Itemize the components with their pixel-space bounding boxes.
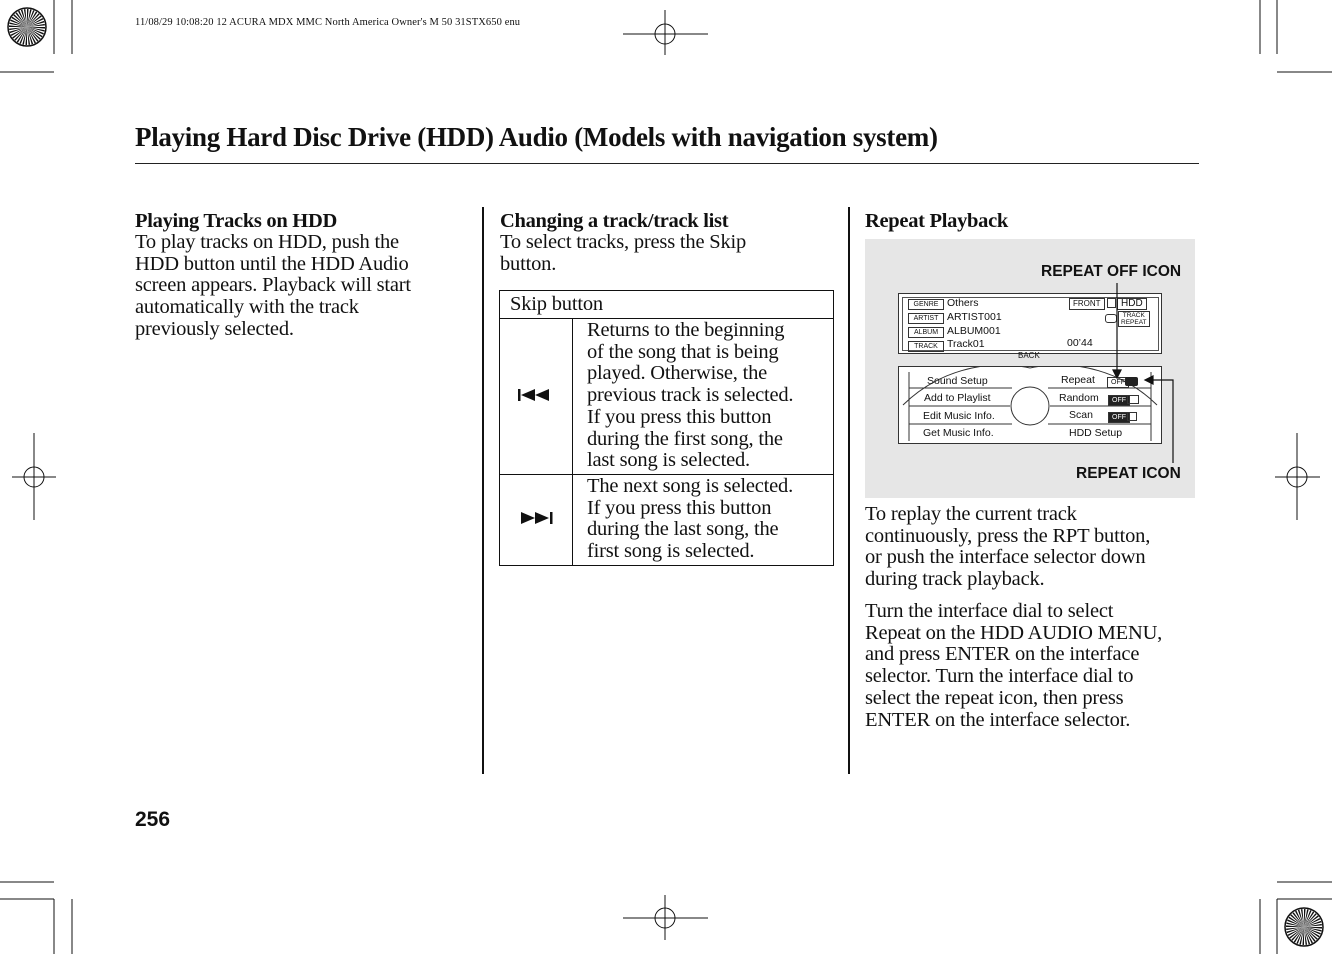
text-line: screen appears. Playback will start [135, 274, 411, 297]
page-number: 256 [135, 808, 171, 831]
track-repeat-line: REPEAT [1121, 319, 1147, 326]
text-line: and press ENTER on the interface [865, 643, 1140, 666]
album-value: ALBUM001 [947, 325, 1001, 337]
hdd-screen-figure [865, 239, 1195, 498]
scan-off-badge: OFF [1108, 412, 1130, 423]
text-line: HDD button until the HDD Audio [135, 252, 409, 275]
random-off-badge: OFF [1108, 395, 1130, 406]
table-cell [573, 319, 834, 475]
skip-back-icon [500, 319, 573, 475]
repeat-off-badge: OFF [1107, 377, 1129, 388]
text-line: button. [500, 252, 557, 275]
table-cell [573, 475, 834, 566]
title-rule [135, 163, 1199, 164]
menu-item-edit-music-info[interactable]: Edit Music Info. [923, 410, 995, 422]
text-line: Returns to the beginning [587, 319, 785, 341]
menu-item-repeat[interactable]: Repeat [1061, 374, 1095, 386]
text-line: Turn the interface dial to select [865, 600, 1114, 622]
section-heading: Repeat Playback [865, 210, 1008, 232]
section-text [135, 232, 465, 341]
track-tag: TRACK [908, 341, 944, 352]
table-row [500, 475, 834, 566]
table-header: Skip button [500, 291, 834, 319]
front-badge: FRONT [1069, 298, 1105, 310]
text-line: To select tracks, press the Skip [500, 231, 747, 253]
artist-tag: ARTIST [908, 313, 944, 324]
menu-item-scan[interactable]: Scan [1069, 409, 1093, 421]
text-line: during the last song, the [587, 518, 779, 541]
column-divider-1 [482, 207, 484, 774]
track-repeat-line: TRACK [1122, 312, 1145, 319]
repeat-para-2 [865, 601, 1205, 731]
text-line: or push the interface selector down [865, 546, 1146, 569]
menu-item-sound-setup[interactable]: Sound Setup [927, 375, 988, 387]
section-heading: Changing a track/track list [500, 210, 729, 232]
text-line: automatically with the track [135, 296, 359, 319]
track-value: Track01 [947, 338, 985, 350]
text-line: To play tracks on HDD, push the [135, 231, 399, 253]
repeat-off-callout: REPEAT OFF ICON [1041, 263, 1182, 280]
text-line: To replay the current track [865, 503, 1077, 525]
text-line: If you press this button [587, 496, 772, 519]
section-playing-tracks [135, 210, 465, 341]
text-line: during track playback. [865, 568, 1045, 591]
text-line: select the repeat icon, then press [865, 686, 1124, 709]
text-line: selector. Turn the interface dial to [865, 665, 1134, 688]
print-header-meta: 11/08/29 10:08:20 12 ACURA MDX MMC North America Owner's M 50 31STX650 enu [135, 17, 521, 28]
skip-forward-icon [500, 475, 573, 566]
section-heading: Playing Tracks on HDD [135, 210, 337, 232]
text-line: If you press this button [587, 405, 772, 428]
hdd-source-label: HDD [1117, 298, 1147, 310]
callout-leaders [865, 239, 1195, 498]
elapsed-time: 00’44 [1067, 337, 1093, 349]
table-header-row [500, 291, 834, 319]
text-line: previously selected. [135, 317, 294, 340]
text-line: ENTER on the interface selector. [865, 708, 1131, 731]
section-changing-track [500, 210, 830, 275]
genre-value: Others [947, 297, 979, 309]
genre-tag: GENRE [908, 299, 944, 310]
text-line: The next song is selected. [587, 475, 794, 497]
table-row [500, 319, 834, 475]
album-tag: ALBUM [908, 327, 944, 338]
text-line: of the song that is being [587, 340, 779, 363]
menu-item-get-music-info[interactable]: Get Music Info. [923, 427, 994, 439]
repeat-para-1 [865, 504, 1205, 591]
page-title: Playing Hard Disc Drive (HDD) Audio (Models with navigation system) [135, 122, 938, 152]
menu-item-random[interactable]: Random [1059, 392, 1099, 404]
column-divider-2 [848, 207, 850, 774]
menu-item-hdd-setup[interactable]: HDD Setup [1069, 427, 1123, 439]
skip-button-table [499, 290, 834, 566]
back-label: BACK [1018, 351, 1040, 360]
repeat-callout: REPEAT ICON [1076, 465, 1181, 482]
text-line: first song is selected. [587, 540, 755, 563]
text-line: last song is selected. [587, 449, 750, 472]
text-line: during the first song, the [587, 427, 783, 450]
menu-item-add-to-playlist[interactable]: Add to Playlist [924, 392, 991, 404]
artist-value: ARTIST001 [947, 311, 1002, 323]
section-text [500, 232, 830, 275]
text-line: previous track is selected. [587, 384, 794, 407]
text-line: continuously, press the RPT button, [865, 524, 1151, 547]
text-line: played. Otherwise, the [587, 362, 768, 385]
text-line: Repeat on the HDD AUDIO MENU, [865, 621, 1163, 644]
